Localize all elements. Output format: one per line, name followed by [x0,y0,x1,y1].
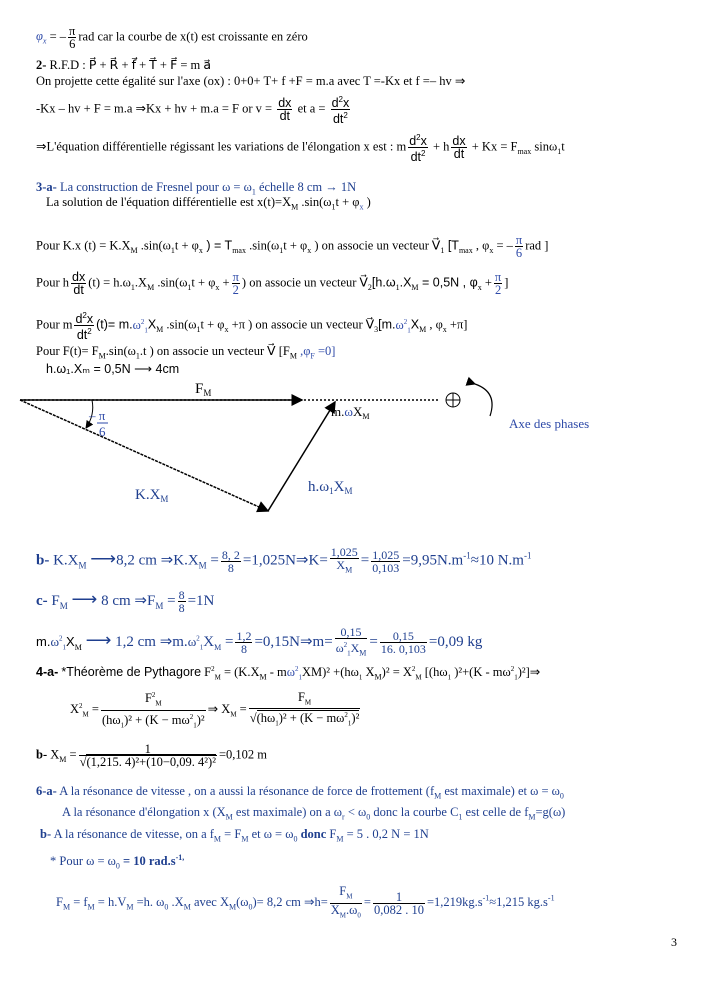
kx-result-line: b- $K.X_M$ ⟶8,2 cm $\Rightarrow K.X_M$ = $\frac{8, 2}{8}$ =1,025N⇒K= $\frac{1,025}{X_M}$ = $\frac{1,025}{0,103}$ $=9,95N.m^{-1}\approx 10$ $N.m^{-1}$ [36,545,532,575]
vector-v1-line: Pour K.x $(t) = K.X_M$ $.\sin(\omega_1t + \varphi_x$ ) = $T_{max}$ $.\sin(\omega_1t + \varphi_x$ ) on associe un vecteur $V⃗_1$ [$T_{max}$ , $\varphi_x$ = – $\frac{\pi}{6}$ rad ] [36,233,549,260]
svg-text:FM: $F_M$ [195,381,212,398]
svg-text:m.ωXM: $m.\omega X_M$ [331,404,370,421]
projection-line: On projette cette égalité sur l'axe (ox) : 0+0+ T+ f +F = m.a avec T =-Kx et f =– hv ⇒ [36,74,466,88]
h-result-line: $F_M = f_M = h.V_M =h$. $\omega_0$ $.X_M$ avec $X_M(\omega_0)= 8,2$ cm ⇒h= $\frac{F_M}{X_M.\omega_0}$ = $\frac{1}{0,082 . 10}$ $=1,219kg.s^{-1}\approx 1,215$ $kg.s^{-1}$ [56,884,555,919]
angle-six: 6 [99,424,106,439]
solution-line: La solution de l'équation différentielle est $x(t)=X_M$ $.\sin(\omega_1t + \varphi_x$ ) [46,195,371,212]
mass-result-line: $m.\omega^2_1X_M$ ⟶ 1,2 cm $\Rightarrow m.\omega^2_1X_M$ = $\frac{1,2}{8}$ =0,15N⇒m= $\frac{0,15}{\omega^2_1X_M}$ = $\frac{0,15}{16. 0,103}$ =0,09 kg [36,625,483,658]
vector-v-line: Pour $F(t)= F_M.\sin(\omega_1.t$ ) on associe un vecteur V⃗ [$F_M$ $,\varphi_F =0$] [36,344,336,361]
kx-label: K.X [135,487,161,503]
fm-label: F [195,381,204,397]
axe-des-phases-label: Axe des phases [509,416,590,431]
svg-text:– π: – π [89,408,106,423]
equation-line: -Kx – hv + F = m.a ⇒Kx + hv + m.a = F or v = $\frac{dx}{dt}$ et a = $\frac{d^2x}{dt^2}$ [36,95,350,127]
d2x-dt2: $\frac{d^2x}{dt^2}$ [331,95,350,127]
phi-x: $\varphi_x$ [36,29,47,46]
fresnel-diagram [0,370,719,545]
vector-v3-line: Pour m $\frac{d^2x}{dt^2}$ $(t)= m.\omega^2_1X_M$ $.\sin(\omega_1t + \varphi_x +\pi$ ) on associe un vecteur $V⃗_3[m.\omega^2_1X_M$ , $\varphi_x +\pi$] [36,311,468,343]
resonance-vitesse-line: 6-a- A la résonance de vitesse , on a aussi la résonance de force de frottement ($f_M$ est maximale) et $\omega = \omega_0$ [36,784,564,801]
svg-text:h.ω1XM: $h.\omega_1X_M$ [308,479,353,496]
phase-line: $\varphi_x$ = – $\frac{\pi}{6}$ rad car la courbe de x(t) est croissante en zéro [36,24,308,51]
pi-over-6: $\frac{\pi}{6}$ [69,24,76,51]
rfd-line: 2- R.F.D : P⃗ + R⃗ + f⃗ + T⃗ + F⃗ = m a⃗ [36,58,212,72]
fm-result-line: c- $F_M$ ⟶ 8 cm $\Rightarrow F_M$ = $\frac{8}{8}$ =1N [36,588,215,615]
xm-formula: $X^2_M$ = $\frac{F^2_M}{(h\omega_1)^2 + (K - m\omega^2_1)^2}$ ⇒ $X_M$ = $\frac{F_M}{√(h\omega_1)^2 + (K - m\omega^2_1)^2}$ [70,689,360,730]
xm-numeric: b- $X_M$ = $\frac{1}{\text{√(1,215. 4)²+(10−0,09. 4²)²}}$ =0,102 m [36,742,267,769]
phase-rotation-arrow [475,384,492,416]
scale-line: h.ω₁.Xₘ = 0,5N ⟶ 4cm [46,362,180,376]
omega-line: * Pour $\omega = \omega_0 = 10$ $rad.s^{-1,}$ [50,853,185,871]
angle-pi: π [98,408,106,423]
hw2-label: X [333,479,345,495]
resonance-b-line: b- A la résonance de vitesse, on a $f_M = F_M$ et $\omega = \omega_0$ donc $F_M = 5$ . 0,2 N = 1N [40,827,429,844]
svg-text:K.XM: $K.X_M$ [135,487,169,504]
vector-v2-line: Pour h $\frac{dx}{dt}$ $(t) = h.\omega_1.X_M$ $.\sin(\omega_1t + \varphi_x$ + $\frac{\pi}{2}$ ) on associe un vecteur $V⃗_2[h.\omega_1.X_M = 0,5N$ , $\varphi_x$ + $\frac{\pi}{2}$ ] [36,270,509,297]
differential-equation: ⇒L'équation différentielle régissant les variations de l'élongation x est : m $\frac{d^2x}{dt^2}$ + h $\frac{dx}{dt}$ + $Kx = F_{max}$ sinω$_1$t [36,133,565,165]
mw-label: m. [331,404,345,419]
page-number: 3 [671,935,677,949]
hw-label: h.ω [308,479,330,495]
mwx-label: X [352,404,363,419]
pythagore-line: 4-a- *Théorème de Pythagore $F^2_M = (K.X_M - m\omega^2_1XM)^2 +(h\omega_1$ $X_M)^2 = X^2_M$ [($h\omega_1$ )$^2+(K - m\omega^2_1)^2]\Rightarrow$ [36,665,541,682]
dx-dt: $\frac{dx}{dt}$ [278,96,292,124]
fresnel-title: 3-a- La construction de Fresnel pour $\omega = \omega_1$ échelle 8 cm → 1N [36,180,357,197]
resonance-elongation-line: A la résonance d'élongation x ($X_M$ est maximale) on a $\omega_r < \omega_0$ donc la courbe $C_1$ est celle de $f_M=g(\omega)$ [62,805,566,822]
